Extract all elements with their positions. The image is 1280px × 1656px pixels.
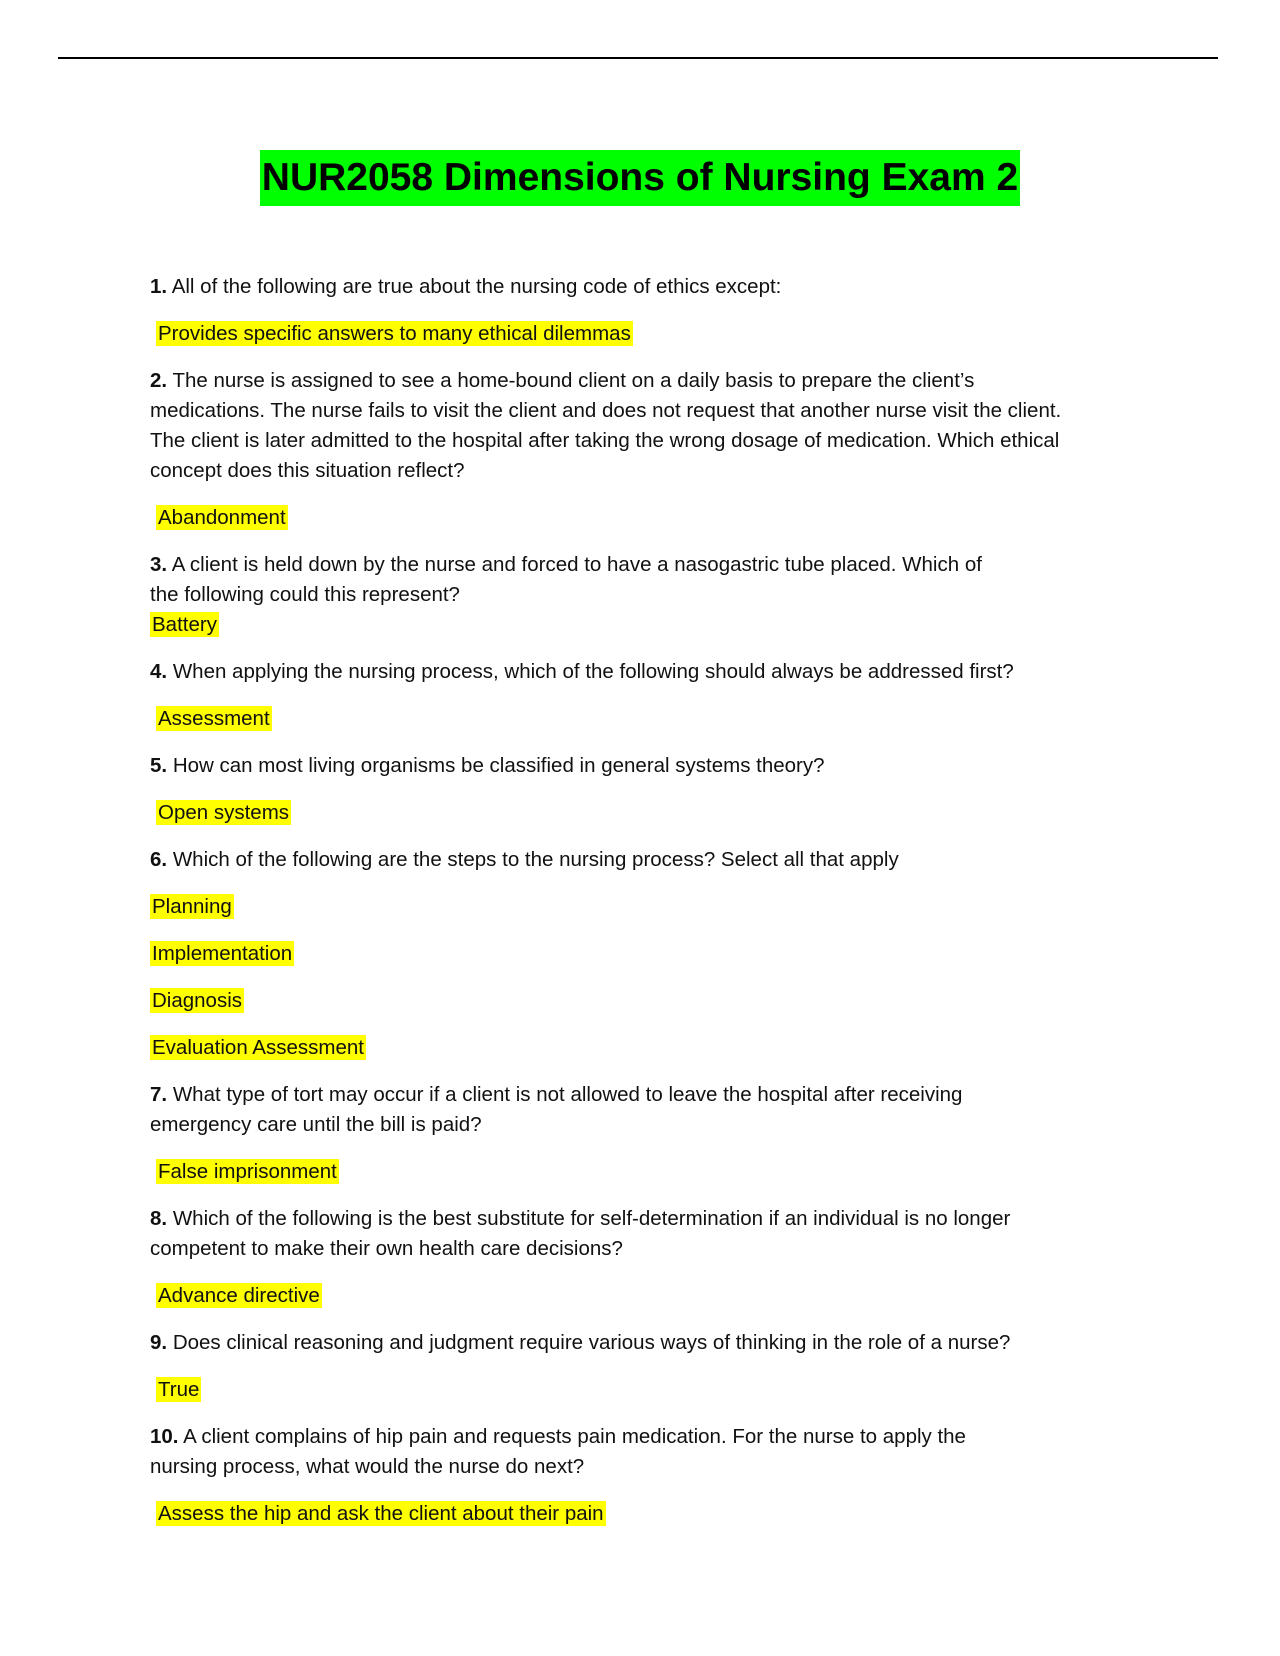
highlighted-answer: Evaluation Assessment bbox=[152, 1036, 364, 1059]
answer-line bbox=[150, 319, 1110, 349]
question-6 bbox=[150, 845, 1085, 875]
question-number: 2. bbox=[150, 369, 168, 392]
answer-line bbox=[150, 1033, 1110, 1063]
question-text: How can most living organisms be classified in general systems theory? bbox=[172, 754, 825, 777]
title-container bbox=[0, 150, 1280, 206]
highlighted-answer: Assess the hip and ask the client about their pain bbox=[158, 1502, 604, 1525]
answer-line bbox=[150, 1375, 1110, 1405]
question-text: What type of tort may occur if a client is not allowed to leave the hospital after receiving emergency care until the bill is paid? bbox=[150, 1083, 963, 1136]
highlighted-answer: True bbox=[158, 1378, 200, 1401]
question-number: 10. bbox=[150, 1425, 179, 1448]
question-8 bbox=[150, 1204, 1015, 1264]
answer-line bbox=[150, 1499, 1110, 1529]
question-number: 3. bbox=[150, 553, 168, 576]
question-text: A client complains of hip pain and requests pain medication. For the nurse to apply the nursing process, what would the nurse do next? bbox=[150, 1425, 966, 1478]
highlighted-answer: Battery bbox=[152, 613, 217, 636]
question-text: All of the following are true about the nursing code of ethics except: bbox=[171, 275, 782, 298]
highlighted-answer: Diagnosis bbox=[152, 989, 243, 1012]
highlighted-answer: Planning bbox=[152, 895, 232, 918]
answer-line bbox=[150, 1157, 1110, 1187]
document-title: NUR2058 Dimensions of Nursing Exam 2 bbox=[260, 150, 1020, 206]
highlighted-answer: Provides specific answers to many ethical dilemmas bbox=[158, 322, 631, 345]
question-number: 6. bbox=[150, 848, 168, 871]
question-number: 1. bbox=[150, 275, 168, 298]
highlighted-answer: False imprisonment bbox=[158, 1160, 337, 1183]
question-text: The nurse is assigned to see a home-bound client on a daily basis to prepare the client’s medications. The nurse fails to visit the client and does not request that another nurse visit the client. The client is later admitted to the hospital after taking the wrong dosage of medication. Which ethical concept does this situation reflect? bbox=[150, 369, 1062, 482]
answer-line bbox=[150, 610, 1110, 640]
question-10 bbox=[150, 1422, 1015, 1482]
question-3 bbox=[150, 550, 1015, 610]
question-5 bbox=[150, 751, 1085, 781]
highlighted-answer: Advance directive bbox=[158, 1284, 320, 1307]
answer-line bbox=[150, 704, 1110, 734]
question-number: 9. bbox=[150, 1331, 168, 1354]
answer-line bbox=[150, 503, 1110, 533]
question-text: A client is held down by the nurse and forced to have a nasogastric tube placed. Which of the following could this represent? bbox=[150, 553, 982, 606]
question-7 bbox=[150, 1080, 1015, 1140]
question-number: 8. bbox=[150, 1207, 168, 1230]
answer-line bbox=[150, 986, 1110, 1016]
question-number: 7. bbox=[150, 1083, 168, 1106]
question-text: Does clinical reasoning and judgment require various ways of thinking in the role of a nurse? bbox=[172, 1331, 1011, 1354]
question-list bbox=[150, 272, 1110, 1546]
question-9 bbox=[150, 1328, 1085, 1358]
answer-line bbox=[150, 939, 1110, 969]
question-2 bbox=[150, 366, 1085, 486]
question-number: 4. bbox=[150, 660, 168, 683]
question-4 bbox=[150, 657, 1085, 687]
highlighted-answer: Open systems bbox=[158, 801, 290, 824]
question-text: Which of the following is the best substitute for self-determination if an individual is no longer competent to make their own health care decisions? bbox=[150, 1207, 1011, 1260]
question-number: 5. bbox=[150, 754, 168, 777]
answer-line bbox=[150, 798, 1110, 828]
top-horizontal-rule bbox=[58, 57, 1218, 59]
answer-line bbox=[150, 1281, 1110, 1311]
highlighted-answer: Implementation bbox=[152, 942, 293, 965]
highlighted-answer: Assessment bbox=[158, 707, 270, 730]
question-text: Which of the following are the steps to the nursing process? Select all that apply bbox=[172, 848, 899, 871]
answer-line bbox=[150, 892, 1110, 922]
question-text: When applying the nursing process, which of the following should always be addressed first? bbox=[172, 660, 1014, 683]
question-1 bbox=[150, 272, 1050, 302]
highlighted-answer: Abandonment bbox=[158, 506, 286, 529]
